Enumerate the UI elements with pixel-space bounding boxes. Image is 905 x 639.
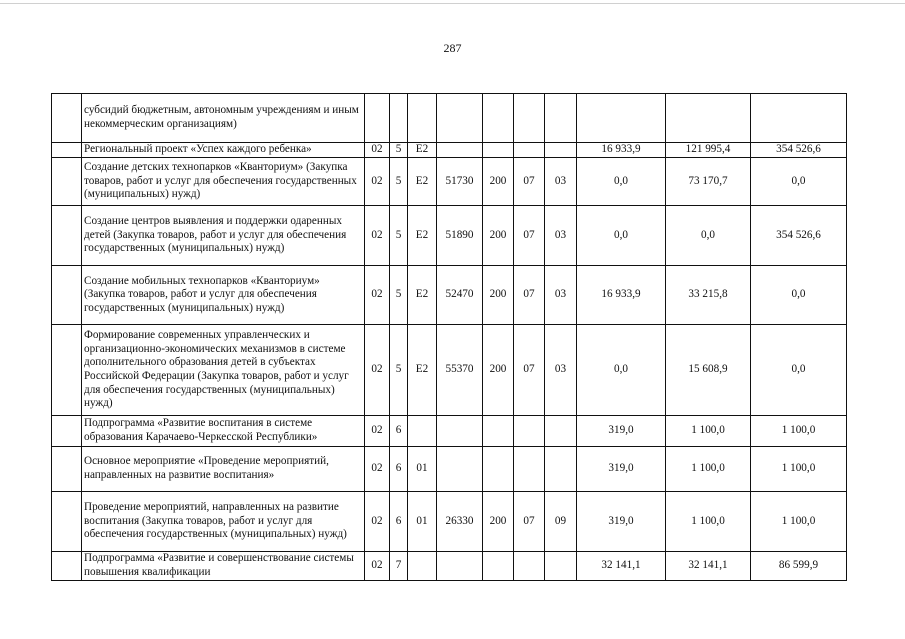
row-number-cell — [52, 158, 82, 206]
amount-year-1: 32 141,1 — [577, 552, 666, 581]
amount-year-2: 1 100,0 — [666, 447, 751, 492]
section-code: 07 — [514, 206, 545, 266]
expense-type-code — [483, 552, 514, 581]
item-name: Основное мероприятие «Проведение мероприятий, направленных на развитие воспитания» — [82, 447, 365, 492]
main-event-code: Е2 — [408, 266, 437, 325]
amount-year-1: 319,0 — [577, 416, 666, 447]
amount-year-3: 0,0 — [751, 266, 847, 325]
row-number-cell — [52, 492, 82, 552]
expense-direction-code: 51730 — [437, 158, 483, 206]
subprogram-code: 6 — [390, 492, 408, 552]
program-code: 02 — [365, 158, 390, 206]
amount-year-2: 15 608,9 — [666, 325, 751, 416]
amount-year-1: 0,0 — [577, 158, 666, 206]
table-row — [52, 143, 847, 158]
section-code: 07 — [514, 492, 545, 552]
section-code — [514, 447, 545, 492]
subsection-code — [545, 416, 577, 447]
item-name: Создание детских технопарков «Кванториум» (Закупка товаров, работ и услуг для обеспечения государственных (муниципальных) нужд) — [82, 158, 365, 206]
main-event-code: Е2 — [408, 206, 437, 266]
row-number-cell — [52, 94, 82, 143]
row-number-cell — [52, 552, 82, 581]
section-code — [514, 552, 545, 581]
table-row — [52, 325, 847, 416]
amount-year-1 — [577, 94, 666, 143]
program-code: 02 — [365, 552, 390, 581]
table-row — [52, 206, 847, 266]
program-code: 02 — [365, 416, 390, 447]
subsection-code: 03 — [545, 266, 577, 325]
subsection-code — [545, 94, 577, 143]
expense-type-code: 200 — [483, 325, 514, 416]
amount-year-3: 354 526,6 — [751, 206, 847, 266]
program-code: 02 — [365, 447, 390, 492]
item-name: Региональный проект «Успех каждого ребенка» — [82, 143, 365, 158]
amount-year-2: 1 100,0 — [666, 416, 751, 447]
subprogram-code: 5 — [390, 206, 408, 266]
expense-type-code: 200 — [483, 158, 514, 206]
table-row — [52, 266, 847, 325]
row-number-cell — [52, 143, 82, 158]
expense-direction-code: 55370 — [437, 325, 483, 416]
main-event-code — [408, 416, 437, 447]
main-event-code — [408, 94, 437, 143]
main-event-code: 01 — [408, 492, 437, 552]
subsection-code: 03 — [545, 206, 577, 266]
expense-type-code — [483, 447, 514, 492]
page-number: 287 — [443, 41, 462, 55]
subsection-code — [545, 143, 577, 158]
program-code: 02 — [365, 143, 390, 158]
expense-direction-code: 52470 — [437, 266, 483, 325]
expense-direction-code — [437, 447, 483, 492]
main-event-code: Е2 — [408, 325, 437, 416]
expense-type-code — [483, 143, 514, 158]
subprogram-code — [390, 94, 408, 143]
row-number-cell — [52, 416, 82, 447]
amount-year-1: 0,0 — [577, 206, 666, 266]
amount-year-3: 1 100,0 — [751, 492, 847, 552]
expense-direction-code — [437, 143, 483, 158]
subsection-code: 09 — [545, 492, 577, 552]
subsection-code — [545, 552, 577, 581]
expense-type-code — [483, 416, 514, 447]
table-row — [52, 416, 847, 447]
table-row — [52, 552, 847, 581]
section-code: 07 — [514, 325, 545, 416]
amount-year-1: 0,0 — [577, 325, 666, 416]
row-number-cell — [52, 325, 82, 416]
amount-year-1: 319,0 — [577, 447, 666, 492]
main-event-code: Е2 — [408, 143, 437, 158]
section-code — [514, 143, 545, 158]
subprogram-code: 7 — [390, 552, 408, 581]
expense-type-code — [483, 94, 514, 143]
amount-year-3: 354 526,6 — [751, 143, 847, 158]
row-number-cell — [52, 266, 82, 325]
section-code — [514, 94, 545, 143]
expense-type-code: 200 — [483, 266, 514, 325]
subprogram-code: 6 — [390, 447, 408, 492]
subprogram-code: 5 — [390, 143, 408, 158]
table-row — [52, 94, 847, 143]
item-name: Создание мобильных технопарков «Кванториум» (Закупка товаров, работ и услуг для обеспечения государственных (муниципальных) нужд) — [82, 266, 365, 325]
program-code — [365, 94, 390, 143]
table-row — [52, 158, 847, 206]
subsection-code — [545, 447, 577, 492]
amount-year-3: 0,0 — [751, 158, 847, 206]
item-name: субсидий бюджетным, автономным учреждениям и иным некоммерческим организациям) — [82, 94, 365, 143]
main-event-code: 01 — [408, 447, 437, 492]
item-name: Проведение мероприятий, направленных на развитие воспитания (Закупка товаров, работ и услуг для обеспечения государственных (муниципальных) нужд) — [82, 492, 365, 552]
amount-year-2 — [666, 94, 751, 143]
row-number-cell — [52, 206, 82, 266]
amount-year-3: 0,0 — [751, 325, 847, 416]
amount-year-2: 121 995,4 — [666, 143, 751, 158]
expense-type-code: 200 — [483, 206, 514, 266]
program-code: 02 — [365, 266, 390, 325]
expense-type-code: 200 — [483, 492, 514, 552]
program-code: 02 — [365, 206, 390, 266]
item-name: Формирование современных управленческих и организационно-экономических механизмов в системе дополнительного образования детей в субъектах Российской Федерации (Закупка товаров, работ и услуг для обеспечения государственных (муниципальных) нужд) — [82, 325, 365, 416]
expense-direction-code — [437, 552, 483, 581]
amount-year-2: 1 100,0 — [666, 492, 751, 552]
expense-direction-code — [437, 416, 483, 447]
amount-year-1: 16 933,9 — [577, 143, 666, 158]
subprogram-code: 5 — [390, 158, 408, 206]
item-name: Создание центров выявления и поддержки одаренных детей (Закупка товаров, работ и услуг для обеспечения государственных (муниципальных) нужд) — [82, 206, 365, 266]
budget-table — [51, 93, 847, 581]
table-row — [52, 492, 847, 552]
subprogram-code: 5 — [390, 266, 408, 325]
row-number-cell — [52, 447, 82, 492]
amount-year-3: 1 100,0 — [751, 447, 847, 492]
table-row — [52, 447, 847, 492]
amount-year-3: 86 599,9 — [751, 552, 847, 581]
section-code: 07 — [514, 158, 545, 206]
subprogram-code: 6 — [390, 416, 408, 447]
subsection-code: 03 — [545, 158, 577, 206]
item-name: Подпрограмма «Развитие и совершенствование системы повышения квалификации — [82, 552, 365, 581]
expense-direction-code: 51890 — [437, 206, 483, 266]
amount-year-1: 16 933,9 — [577, 266, 666, 325]
amount-year-2: 32 141,1 — [666, 552, 751, 581]
main-event-code — [408, 552, 437, 581]
amount-year-3 — [751, 94, 847, 143]
amount-year-1: 319,0 — [577, 492, 666, 552]
program-code: 02 — [365, 325, 390, 416]
top-border-line — [0, 3, 905, 4]
main-event-code: Е2 — [408, 158, 437, 206]
amount-year-2: 73 170,7 — [666, 158, 751, 206]
subsection-code: 03 — [545, 325, 577, 416]
item-name: Подпрограмма «Развитие воспитания в системе образования Карачаево-Черкесской Республики» — [82, 416, 365, 447]
section-code — [514, 416, 545, 447]
program-code: 02 — [365, 492, 390, 552]
section-code: 07 — [514, 266, 545, 325]
expense-direction-code: 26330 — [437, 492, 483, 552]
subprogram-code: 5 — [390, 325, 408, 416]
amount-year-2: 33 215,8 — [666, 266, 751, 325]
amount-year-2: 0,0 — [666, 206, 751, 266]
expense-direction-code — [437, 94, 483, 143]
amount-year-3: 1 100,0 — [751, 416, 847, 447]
